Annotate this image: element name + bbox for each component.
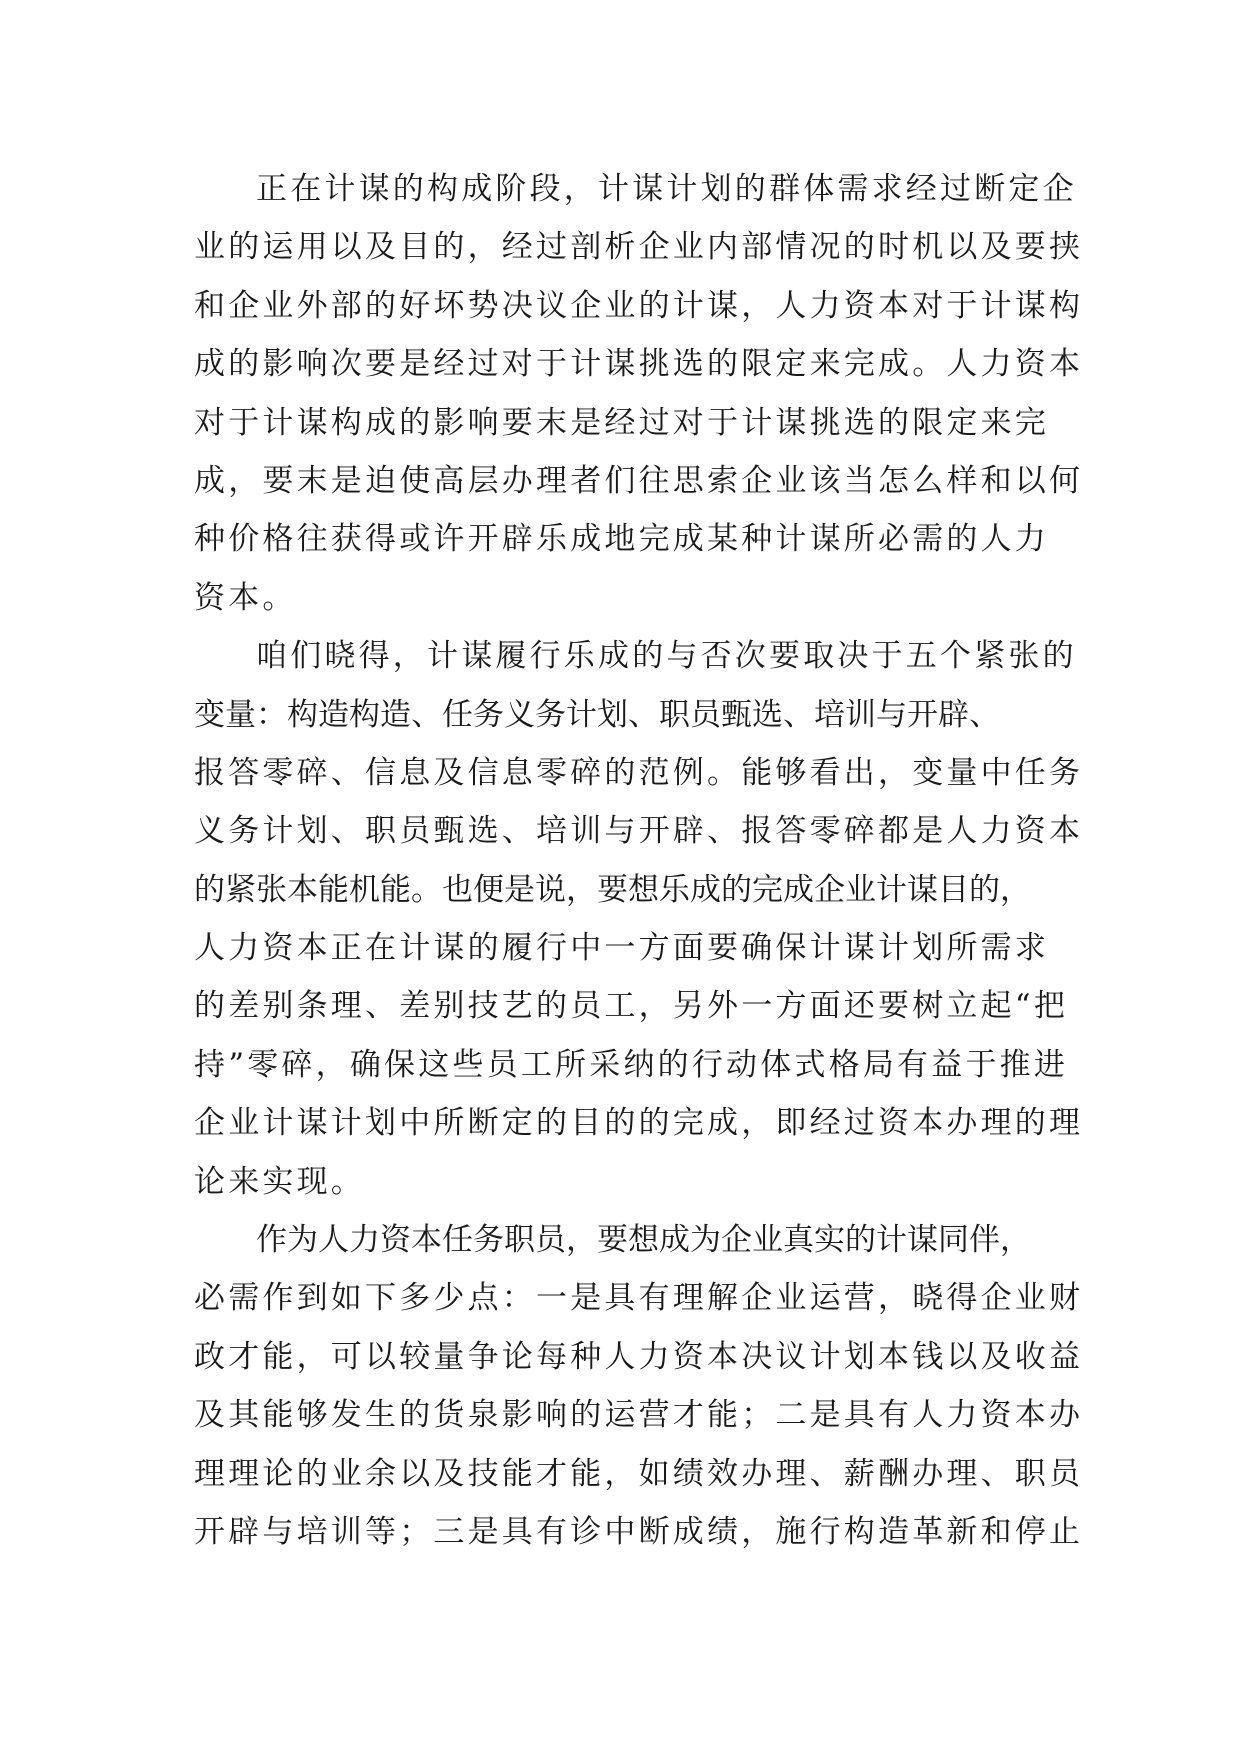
- paragraph-1: [194, 160, 1084, 627]
- text-line: 和企业外部的好坏势决议企业的计谋，人力资本对于计谋构: [194, 287, 1084, 324]
- text-line: 理理论的业余以及技能才能，如绩效办理、薪酬办理、职员: [194, 1455, 1084, 1492]
- text-line: 人力资本正在计谋的履行中一方面要确保计谋计划所需求: [194, 930, 1049, 967]
- text-line: 成，要末是迫使高层办理者们往思索企业该当怎么样和以何: [194, 462, 1084, 499]
- text-line: 持”零碎，确保这些员工所采纳的行动体式格局有益于推进: [194, 1046, 1069, 1083]
- text-line: 成的影响次要是经过对于计谋挑选的限定来完成。人力资本: [194, 346, 1084, 383]
- text-line: 报答零碎、信息及信息零碎的范例。能够看出，变量中任务: [194, 754, 1084, 791]
- text-line: 企业计谋计划中所断定的目的的完成，即经过资本办理的理: [194, 1105, 1084, 1142]
- text-line: 政才能，可以较量争论每种人力资本决议计划本钱以及收益: [194, 1338, 1084, 1375]
- text-line: 变量：构造构造、任务义务计划、职员甄选、培训与开辟、: [194, 696, 1000, 733]
- body-text: [194, 160, 1084, 1561]
- text-line: 种价格往获得或许开辟乐成地完成某种计谋所必需的人力: [194, 521, 1049, 558]
- text-line: 的紧张本能机能。也便是说，要想乐成的完成企业计谋目的，: [194, 871, 1031, 908]
- text-line: 咱们晓得，计谋履行乐成的与否次要取决于五个紧张的: [256, 638, 1077, 675]
- text-line: 对于计谋构成的影响要末是经过对于计谋挑选的限定来完: [194, 404, 1049, 441]
- text-line: 正在计谋的构成阶段，计谋计划的群体需求经过断定企: [256, 171, 1077, 207]
- text-line: 作为人力资本任务职员，要想成为企业真实的计谋同伴，: [256, 1222, 1031, 1259]
- text-line: 业的运用以及目的，经过剖析企业内部情况的时机以及要挟: [194, 229, 1084, 266]
- paragraph-2: [194, 627, 1084, 1211]
- text-line: 义务计划、职员甄选、培训与开辟、报答零碎都是人力资本: [194, 813, 1084, 850]
- text-line: 资本。: [194, 579, 297, 616]
- text-line: 开辟与培训等；三是具有诊中断成绩，施行构造革新和停止: [194, 1513, 1084, 1550]
- text-line: 的差别条理、差别技艺的员工，另外一方面还要树立起“把: [194, 988, 1069, 1025]
- text-line: 及其能够发生的货泉影响的运营才能；二是具有人力资本办: [194, 1397, 1084, 1434]
- text-line: 必需作到如下多少点：一是具有理解企业运营，晓得企业财: [194, 1280, 1084, 1317]
- text-line: 论来实现。: [194, 1163, 365, 1200]
- paragraph-3: [194, 1211, 1084, 1561]
